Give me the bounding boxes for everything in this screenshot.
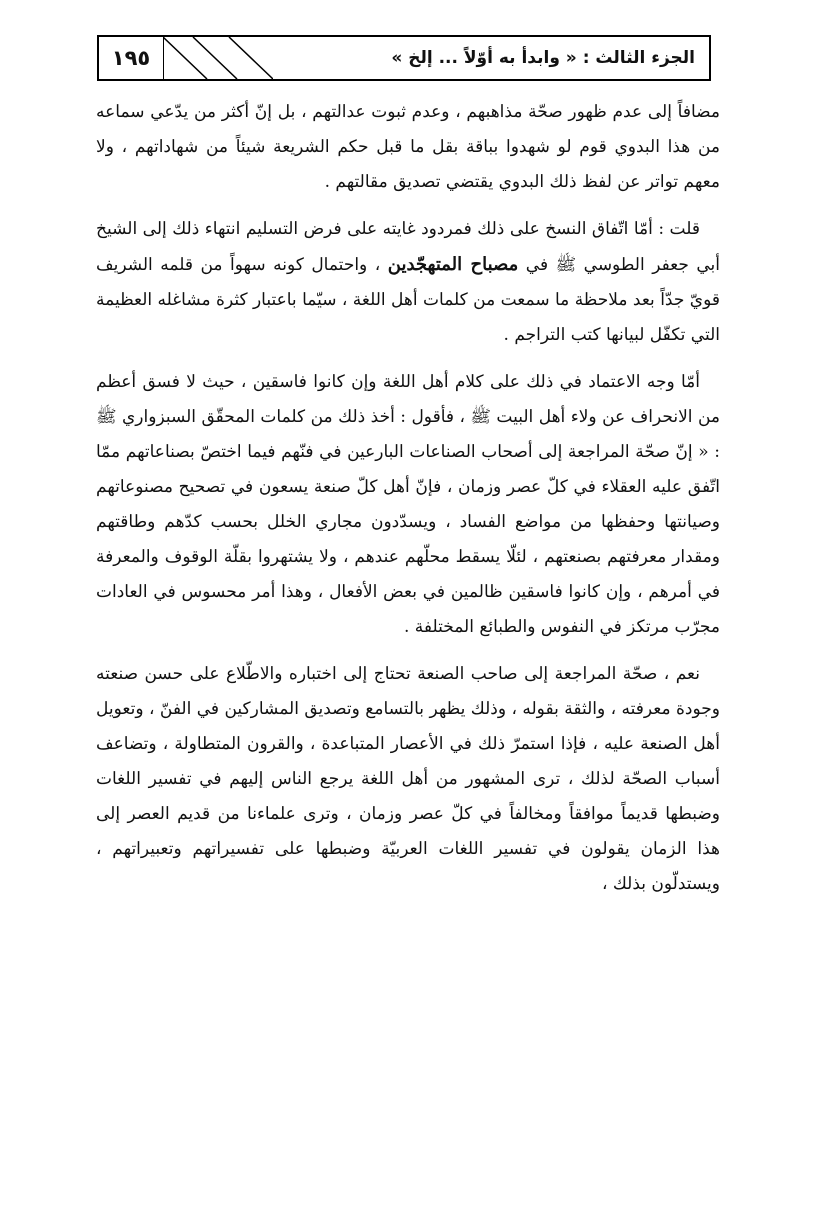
header-ornament-lines <box>163 37 273 79</box>
paragraph-1: مضافاً إلى عدم ظهور صحّة مذاهبهم ، وعدم ثبوت عدالتهم ، بل إنّ أكثر من يدّعي سماعه من هذا البدوي قوم لو شهدوا بباقة بقل ما قبل حكم الشريعة شيئاً من شهاداتهم ، ولا معهم تواتر عن لفظ ذلك البدوي يقتضي تصديق مقالتهم . <box>96 102 720 192</box>
page-number: ١٩٥ <box>99 37 164 79</box>
chapter-title: الجزء الثالث : « وابدأ به أوّلاً ... إلخ » <box>391 48 695 68</box>
paragraph-4: نعم ، صحّة المراجعة إلى صاحب الصنعة تحتاج إلى اختباره والاطّلاع على حسن صنعته وجودة معرفته ، والثقة بقوله ، وذلك يظهر بالتسامع وتصديق المشاركين في الفنّ ، وتعويل أهل الصنعة عليه ، فإذا استمرّ ذلك في الأعصار المتباعدة ، والقرون المتطاولة ، وتضاعف أسباب الصحّة لذلك ، ترى المشهور من أهل اللغة يرجع الناس إليهم في تفسير اللغات وضبطها قديماً موافقاً ومخالفاً في كلّ عصر وزمان ، وترى علماءنا من قديم العصر إلى هذا الزمان يقولون في تفسير اللغات العربيّة وضبطها على تفسيراتهم وتعبيراتهم ، ويستدلّون بذلك ، <box>96 664 720 894</box>
paragraph-2-part-2: ، واحتمال كونه سهواً من قلمه الشريف قويّ جدّاً بعد ملاحظة ما سمعت من كلمات أهل اللغة ، سيّما باعتبار كثرة مشاغله العظيمة التي تكفّل لبيانها كتب التراجم . <box>96 255 720 345</box>
book-title-bold: مصباح المتهجّدين <box>387 254 519 275</box>
paragraph-2-part-1: قلت : أمّا اتّفاق النسخ على ذلك فمردود غايته على فرض التسليم انتهاء ذلك إلى الشيخ أبي جعفر الطوسي ﷺ في <box>96 219 721 275</box>
running-header <box>97 35 711 81</box>
paragraph-2 <box>96 212 720 353</box>
page-body <box>96 95 720 914</box>
paragraph-3: أمّا وجه الاعتماد في ذلك على كلام أهل اللغة وإن كانوا فاسقين ، حيث لا فسق أعظم من الانحراف عن ولاء أهل البيت ﷺ ، فأقول : أخذ ذلك من كلمات المحقّق السبزواري ﷺ : « إنّ صحّة المراجعة إلى أصحاب الصناعات البارعين في فنّهم فيما اختصّ بصناعاتهم ممّا اتّفق عليه العقلاء في كلّ عصر وزمان ، فإنّ أهل كلّ صنعة يسعون في تصحيح مصنوعاتهم وصيانتها وحفظها من مواضع الفساد ، ويسدّدون مجاري الخلل بحسب كدّهم وطاقتهم ومقدار معرفتهم بصنعتهم ، لئلّا يسقط محلّهم عندهم ، ولا يشتهروا بقلّة الوقوف والمعرفة في أمرهم ، وإن كانوا فاسقين ظالمين في بعض الأفعال ، وهذا أمر محسوس في العادات مجرّب مرتكز في النفوس والطبائع المختلفة . <box>96 372 720 637</box>
